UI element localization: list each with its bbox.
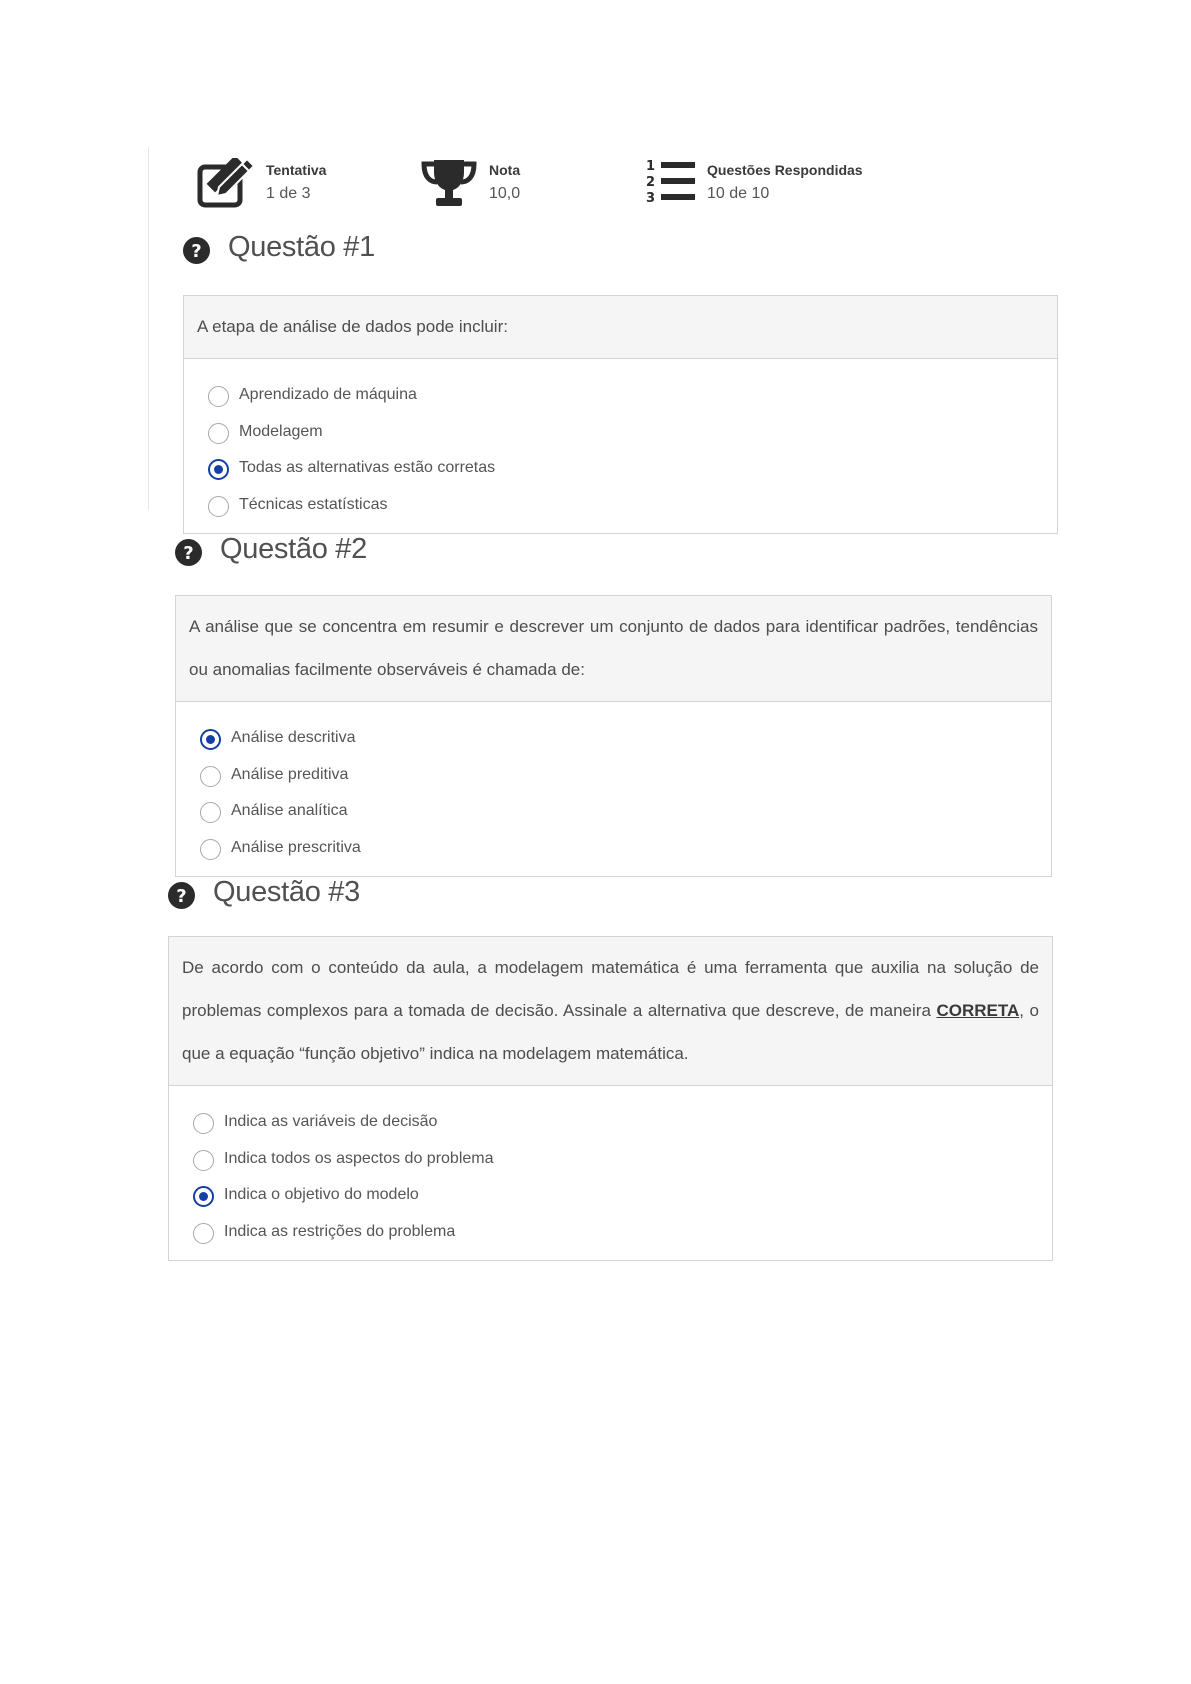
radio-button[interactable] <box>208 423 229 444</box>
svg-text:2: 2 <box>646 175 656 190</box>
option-label: Análise prescritiva <box>231 838 361 856</box>
answer-option[interactable] <box>208 420 1057 457</box>
option-label: Análise analítica <box>231 802 348 819</box>
answer-option[interactable] <box>193 1110 1052 1147</box>
radio-button[interactable] <box>200 766 221 787</box>
answered-value: 10 de 10 <box>707 185 770 202</box>
answered-label: Questões Respondidas <box>707 162 863 178</box>
svg-text:?: ? <box>176 886 187 907</box>
question-2 <box>175 533 1052 877</box>
question-card <box>168 936 1053 1261</box>
option-label: Indica as variáveis de decisão <box>224 1113 438 1130</box>
option-label: Todas as alternativas estão corretas <box>239 459 496 476</box>
answer-option[interactable] <box>200 726 1051 763</box>
question-title: Questão #2 <box>220 533 367 565</box>
radio-button[interactable] <box>200 839 221 860</box>
radio-button[interactable] <box>200 802 221 823</box>
question-prompt <box>169 937 1052 1086</box>
svg-text:3: 3 <box>646 191 656 204</box>
attempt-value: 1 de 3 <box>266 185 311 202</box>
grade-label: Nota <box>489 162 521 178</box>
option-label: Técnicas estatísticas <box>239 495 388 513</box>
question-title: Questão #1 <box>228 231 375 263</box>
question-prompt: A etapa de análise de dados pode incluir: <box>184 296 1057 359</box>
option-label: Análise descritiva <box>231 729 356 746</box>
answer-option[interactable] <box>208 383 1057 420</box>
grade-value: 10,0 <box>489 185 521 202</box>
option-label: Indica as restrições do problema <box>224 1222 456 1240</box>
answer-option[interactable] <box>200 799 1051 836</box>
radio-button[interactable] <box>208 386 229 407</box>
attempt-label: Tentativa <box>266 162 327 178</box>
svg-text:?: ? <box>183 543 194 564</box>
question-3 <box>168 876 1053 1261</box>
edit-icon <box>197 158 255 208</box>
prompt-emphasis: CORRETA <box>936 1001 1020 1020</box>
answer-option[interactable] <box>208 493 1057 530</box>
svg-text:?: ? <box>191 241 202 262</box>
prompt-text: , o que a equação “função objetivo” indica na modelagem matemática. <box>182 1001 1040 1063</box>
option-label: Indica o objetivo do modelo <box>224 1186 419 1203</box>
question-prompt: A análise que se concentra em resumir e descrever um conjunto de dados para identificar padrões, tendências ou anomalias facilmente observáveis é chamada de: <box>176 596 1051 702</box>
answer-options <box>176 702 1051 876</box>
radio-button[interactable] <box>193 1113 214 1134</box>
question-card <box>183 295 1058 534</box>
option-label: Modelagem <box>239 422 323 440</box>
radio-button[interactable] <box>193 1223 214 1244</box>
answer-options <box>169 1086 1052 1260</box>
answer-option[interactable] <box>200 763 1051 800</box>
svg-text:1: 1 <box>646 159 656 174</box>
answer-option[interactable] <box>208 456 1057 493</box>
answer-option[interactable] <box>200 836 1051 873</box>
option-label: Análise preditiva <box>231 765 349 783</box>
answer-option[interactable] <box>193 1183 1052 1220</box>
question-header <box>168 876 1053 920</box>
radio-button-selected[interactable] <box>208 459 229 480</box>
option-label: Indica todos os aspectos do problema <box>224 1149 494 1167</box>
numbered-list-icon <box>646 158 698 204</box>
question-circle-icon <box>183 237 210 264</box>
attempt-summary <box>0 158 1191 210</box>
radio-button[interactable] <box>193 1150 214 1171</box>
question-header <box>175 533 1052 577</box>
question-1 <box>183 231 1058 534</box>
radio-button-selected[interactable] <box>193 1186 214 1207</box>
trophy-icon <box>421 158 477 208</box>
answer-options <box>184 359 1057 533</box>
question-title: Questão #3 <box>213 876 360 908</box>
prompt-text: De acordo com o conteúdo da aula, a modelagem matemática é uma ferramenta que auxilia na solução de problemas complexos para a tomada de decisão. Assinale a alternativa que descreve, de maneira <box>182 958 1039 1020</box>
option-label: Aprendizado de máquina <box>239 386 417 403</box>
radio-button[interactable] <box>208 496 229 517</box>
question-circle-icon <box>168 882 195 909</box>
question-card <box>175 595 1052 877</box>
question-header <box>183 231 1058 275</box>
question-circle-icon <box>175 539 202 566</box>
answer-option[interactable] <box>193 1220 1052 1257</box>
radio-button-selected[interactable] <box>200 729 221 750</box>
answer-option[interactable] <box>193 1147 1052 1184</box>
